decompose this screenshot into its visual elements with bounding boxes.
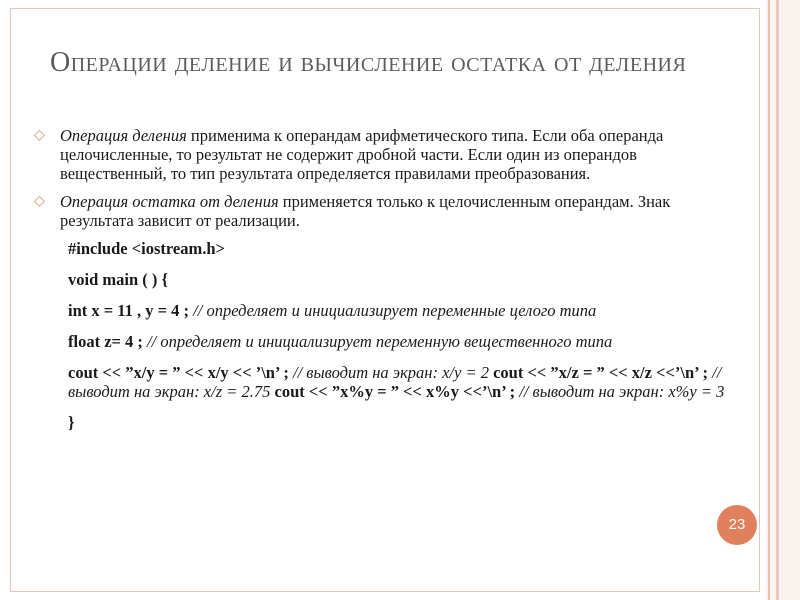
code-comment: // выводит на экран: x%y = 3 (519, 382, 725, 401)
bullet-item (34, 192, 734, 230)
code-comment: // выводит на экран: x/y = 2 (293, 363, 494, 382)
bullet-diamond-icon: ◇ (34, 127, 45, 143)
bullet-diamond-icon: ◇ (34, 193, 45, 209)
code-text: cout << ”x/y = ” << x/y << ’\n’ ; (68, 363, 293, 382)
code-text: int x = 11 , y = 4 ; (68, 301, 194, 320)
code-line (68, 332, 734, 351)
code-line: } (68, 413, 75, 432)
code-line: void main ( ) { (68, 270, 169, 289)
code-line (68, 363, 734, 401)
slide-title: Операции деление и вычисление остатка от деления (50, 47, 687, 78)
decorative-rail-line (776, 0, 779, 600)
code-block (68, 239, 734, 432)
bullet-item (34, 126, 734, 183)
bullet-emphasis: Операция остатка от деления (60, 192, 279, 211)
code-comment: // определяет и инициализирует переменные целого типа (193, 301, 597, 320)
slide-content (34, 126, 734, 444)
code-text: float z= 4 ; (68, 332, 148, 351)
decorative-rail-line (768, 0, 770, 600)
bullet-text: применяется только к целочисленным операндам. Знак результата зависит от реализации. (60, 192, 671, 230)
code-comment: // выводит на экран: x/z = 2.75 (68, 363, 722, 401)
code-line: #include <iostream.h> (68, 239, 225, 258)
code-line (68, 301, 734, 320)
bullet-emphasis: Операция деления (60, 126, 187, 145)
page-number-badge: 23 (717, 505, 757, 545)
code-text: cout << ”x/z = ” << x/z <<’\n’ ; (493, 363, 713, 382)
decorative-rail (766, 0, 800, 600)
code-comment: // определяет и инициализирует переменную вещественного типа (147, 332, 613, 351)
bullet-text: применима к операндам арифметического типа. Если оба операнда целочисленные, то результат не содержит дробной части. Если один из операндов вещественный, то тип результата определяется правилами преобразования. (60, 126, 664, 183)
code-text: cout << ”x%y = ” << x%y <<’\n’ ; (274, 382, 520, 401)
